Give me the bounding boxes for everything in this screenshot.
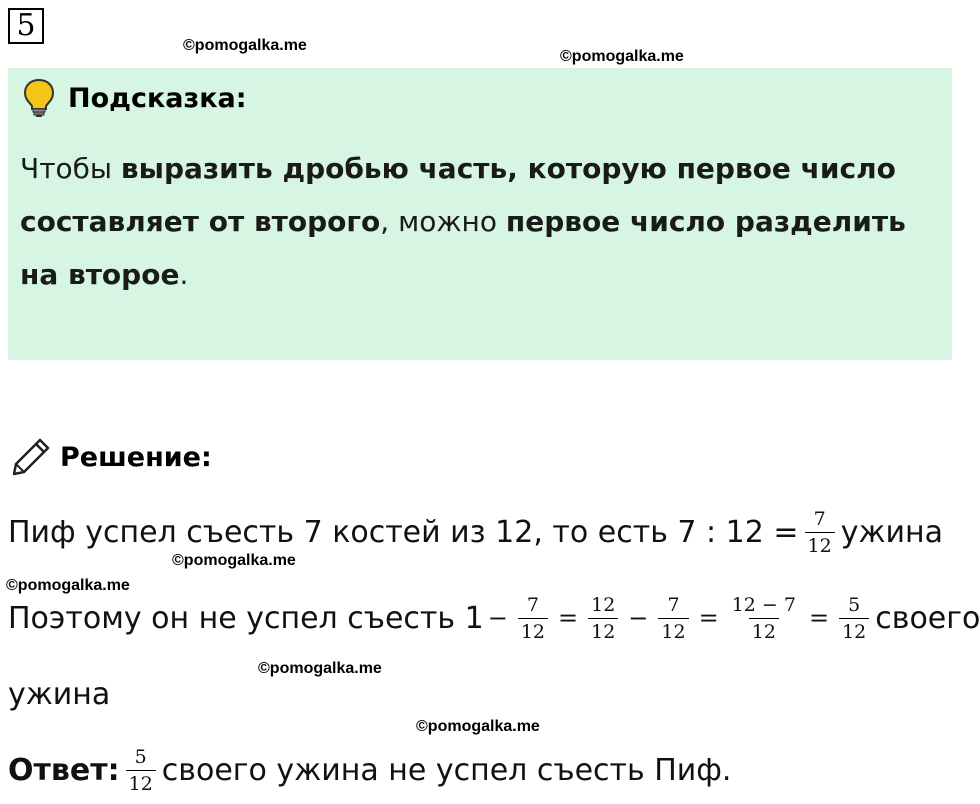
hint-text-bold: выразить дробью часть, которую первое число составляет от второго [20,152,896,238]
task-number: 5 [8,8,44,44]
hint-text [20,142,940,301]
pencil-icon [10,436,52,478]
watermark: ©pomogalka.me [172,552,296,569]
fraction: $\frac{12}{12}$ [588,594,618,643]
line-text: ужина [840,514,943,550]
fraction: $\frac{12 - 7}{12}$ [731,593,796,643]
line-text: Поэтому он не успел съесть 1 [8,600,484,636]
watermark: ©pomogalka.me [560,48,684,65]
solution-line-3 [8,664,110,724]
hint-panel [8,68,952,360]
fraction: $\frac{7}{12}$ [658,594,688,643]
equals-sign: = [558,604,579,632]
line-text: своего [875,600,980,636]
answer-line [8,740,731,800]
hint-text-part: , можно [380,205,506,238]
equals-sign: = [698,604,719,632]
hint-text-part: . [179,258,189,291]
answer-text: своего ужина не успел съесть Пиф. [161,752,732,788]
watermark: ©pomogalka.me [258,660,382,677]
lightbulb-icon [22,78,56,118]
minus-sign: − [487,604,508,632]
fraction: $\frac{5}{12}$ [126,746,156,795]
solution-heading [10,432,212,482]
fraction: $\frac{7}{12}$ [518,594,548,643]
watermark: ©pomogalka.me [416,718,540,735]
line-text: ужина [8,676,111,712]
solution-line-2 [8,588,980,648]
hint-heading [22,78,247,118]
answer-label: Ответ: [8,752,120,788]
fraction: $\frac{5}{12}$ [839,594,869,643]
hint-text-part: Чтобы [20,152,121,185]
hint-text-bold: первое число разделить на второе [20,205,906,291]
watermark: ©pomogalka.me [6,577,130,594]
line-text: Пиф успел съесть 7 костей из 12, то есть 7 : 12 = [8,514,799,550]
hint-title: Подсказка: [68,82,247,114]
fraction: $\frac{7}{12}$ [805,508,835,557]
solution-line-1 [8,502,943,562]
solution-title: Решение: [60,441,212,473]
minus-sign: − [628,604,649,632]
watermark: ©pomogalka.me [183,37,307,54]
equals-sign: = [808,604,830,632]
